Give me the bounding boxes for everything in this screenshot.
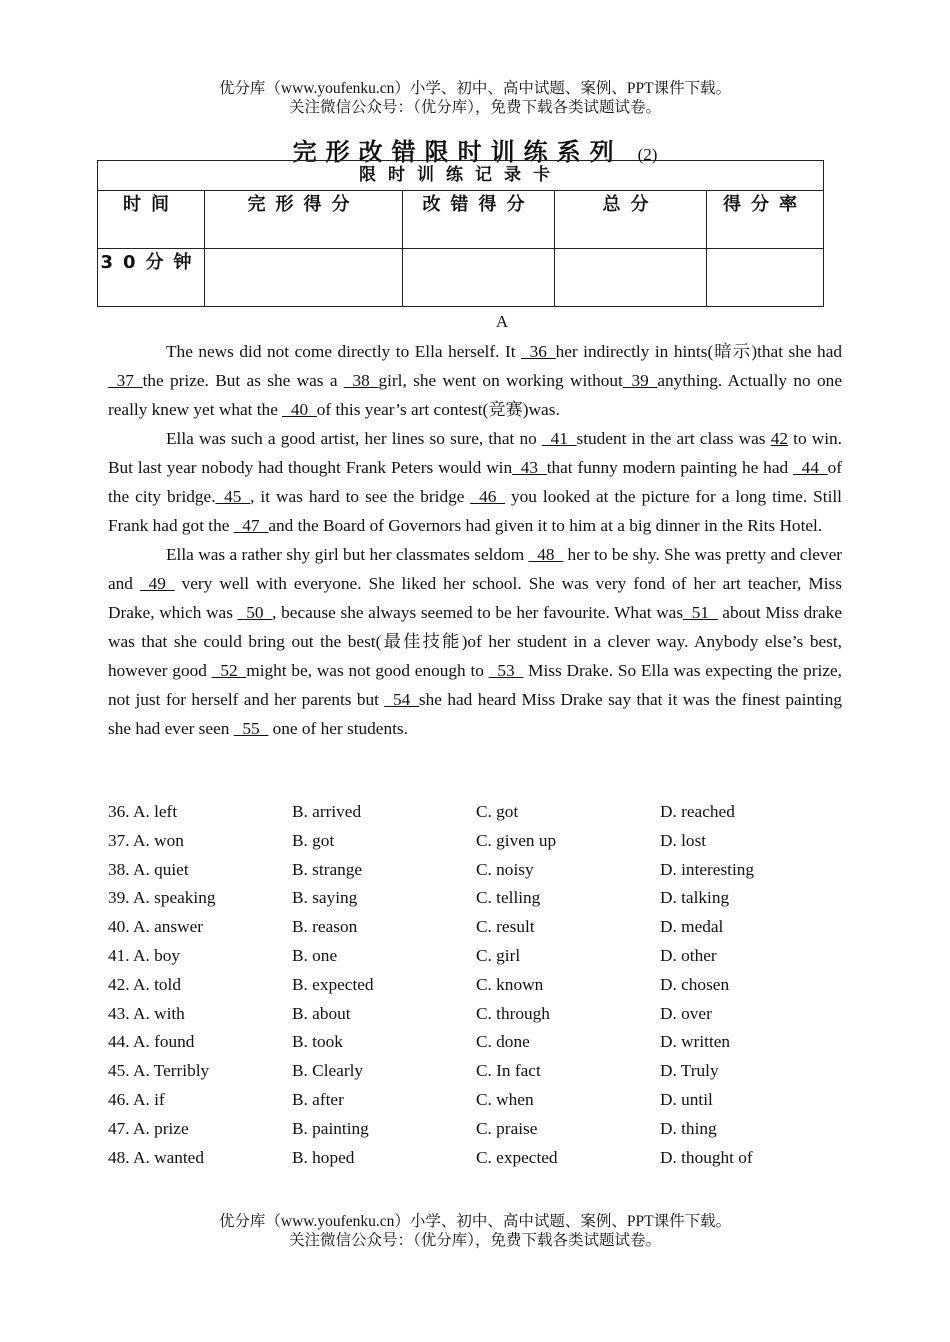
option-row — [108, 1028, 848, 1057]
option-choice: B. strange — [292, 859, 363, 879]
answer-blank: _37_ — [108, 371, 143, 390]
paragraph-3 — [108, 540, 842, 743]
answer-blank: _51_ — [683, 603, 718, 622]
option-choice: C. telling — [476, 888, 541, 908]
title-number: (2) — [637, 145, 658, 164]
option-choice: B. painting — [292, 1118, 369, 1138]
header-total-score: 总分 — [555, 191, 707, 249]
option-choice: B. took — [292, 1032, 343, 1052]
passage-text: girl, she went on working without — [378, 371, 623, 390]
option-choice: D. chosen — [660, 974, 730, 994]
option-choice: 44. A. found — [108, 1032, 195, 1052]
option-choice: D. reached — [660, 802, 735, 821]
passage-text: the prize. But as she was a — [142, 371, 344, 390]
option-choice: 46. A. if — [108, 1089, 165, 1109]
option-choice: 47. A. prize — [108, 1118, 189, 1138]
option-choice: B. about — [292, 1003, 351, 1023]
passage-text: Ella was a rather shy girl but her classmates seldom — [166, 545, 529, 564]
option-choice: B. hoped — [292, 1147, 355, 1167]
answer-blank: _55_ — [233, 719, 269, 738]
option-row — [108, 1144, 848, 1173]
footer-line-2: 关注微信公众号：（优分库），免费下载各类试题试卷。 — [288, 1232, 661, 1249]
header-time: 时间 — [98, 191, 205, 249]
option-choice: B. one — [292, 945, 338, 965]
cell-correction-score — [403, 249, 555, 307]
passage-text: she had heard Miss Drake say that it was the finest painting she had ever seen — [108, 690, 842, 738]
option-choice: D. interesting — [660, 859, 755, 879]
answer-blank: _44_ — [793, 458, 828, 477]
answer-blank: _43_ — [512, 458, 547, 477]
option-row — [108, 913, 848, 942]
option-choice: 41. A. boy — [108, 945, 181, 965]
answer-blank: _52_ — [211, 661, 247, 680]
option-choice: B. saying — [292, 888, 358, 908]
paragraph-2 — [108, 424, 842, 540]
option-choice: B. after — [292, 1089, 344, 1109]
header-cloze-score: 完形得分 — [205, 191, 403, 249]
record-card-title: 限时训练记录卡 — [98, 161, 824, 191]
option-choice: 38. A. quiet — [108, 859, 189, 879]
option-choice: C. known — [476, 974, 544, 994]
passage-text: her to be shy. She was pretty and clever and — [108, 545, 842, 593]
option-choice: 37. A. won — [108, 830, 184, 850]
passage-text: of the city bridge. — [108, 458, 842, 506]
option-choice: B. reason — [292, 917, 358, 937]
cell-time: 30分钟 — [98, 249, 205, 307]
option-choice: B. expected — [292, 974, 374, 994]
paragraph-1 — [108, 337, 842, 424]
answer-options — [108, 798, 848, 1172]
option-choice: B. arrived — [292, 802, 362, 821]
page-header — [0, 79, 950, 117]
option-choice: D. written — [660, 1032, 731, 1052]
answer-blank: _40_ — [282, 400, 317, 419]
header-line-2: 关注微信公众号：（优分库），免费下载各类试题试卷。 — [288, 99, 661, 116]
passage-text: to win. But last year nobody had thought Frank Peters would win — [108, 429, 842, 477]
answer-blank: _54_ — [384, 690, 419, 709]
option-choice: C. done — [476, 1032, 530, 1052]
header-line-1: 优分库（www.youfenku.cn）小学、初中、高中试题、案例、PPT课件下载。 — [218, 80, 732, 97]
answer-blank: _45_ — [215, 487, 251, 506]
section-label: A — [495, 312, 509, 331]
option-row — [108, 942, 848, 971]
answer-blank: _49_ — [140, 574, 175, 593]
option-choice: C. praise — [476, 1118, 538, 1138]
option-choice: D. thing — [660, 1118, 717, 1138]
page-footer — [0, 1212, 950, 1250]
option-choice: 43. A. with — [108, 1003, 185, 1023]
option-choice: B. Clearly — [292, 1061, 364, 1081]
passage-text: you looked at the picture for a long time. Still Frank had got the — [108, 487, 842, 535]
passage-text: Ella was such a good artist, her lines so sure, that no — [166, 429, 542, 448]
passage-text: The news did not come directly to Ella herself. It — [166, 342, 522, 361]
passage-text: anything. Actually no one really knew yet what the — [108, 371, 842, 419]
option-choice: D. Truly — [660, 1061, 719, 1081]
option-choice: 39. A. speaking — [108, 888, 216, 908]
option-choice: C. girl — [476, 945, 521, 965]
option-choice: C. expected — [476, 1147, 558, 1167]
option-row — [108, 1057, 848, 1086]
option-row — [108, 827, 848, 856]
passage-text: her indirectly in hints(暗示)that she had — [555, 342, 842, 361]
option-choice: D. talking — [660, 888, 730, 908]
cell-cloze-score — [205, 249, 403, 307]
option-row — [108, 1086, 848, 1115]
option-choice: C. through — [476, 1003, 550, 1023]
option-choice: C. result — [476, 917, 535, 937]
answer-blank: _36_ — [521, 342, 556, 361]
option-choice: B. got — [292, 830, 335, 850]
passage-text: and the Board of Governors had given it to him at a big dinner in the Rits Hotel. — [268, 516, 823, 535]
option-choice: D. medal — [660, 917, 724, 937]
option-choice: D. other — [660, 945, 717, 965]
option-row — [108, 798, 848, 827]
option-choice: D. until — [660, 1089, 713, 1109]
option-choice: C. In fact — [476, 1061, 541, 1081]
answer-blank: _41_ — [541, 429, 577, 448]
passage-text: , it was hard to see the bridge — [250, 487, 471, 506]
cell-score-rate — [707, 249, 824, 307]
answer-blank: 42 — [770, 429, 788, 448]
option-choice: C. got — [476, 802, 519, 821]
passage-text: of this year’s art contest(竞赛)was. — [316, 400, 560, 419]
cloze-passage — [108, 337, 842, 743]
passage-text: one of her students. — [268, 719, 408, 738]
option-choice: 45. A. Terribly — [108, 1061, 210, 1081]
option-row — [108, 856, 848, 885]
passage-text: , because she always seemed to be her favourite. What was — [272, 603, 684, 622]
answer-blank: _47_ — [233, 516, 269, 535]
option-choice: D. thought of — [660, 1147, 753, 1167]
answer-blank: _53_ — [488, 661, 524, 680]
option-choice: 40. A. answer — [108, 917, 204, 937]
option-choice: 36. A. left — [108, 802, 178, 821]
answer-blank: _39_ — [622, 371, 658, 390]
option-row — [108, 971, 848, 1000]
option-row — [108, 1000, 848, 1029]
passage-text: that funny modern painting he had — [546, 458, 794, 477]
title-main: 完形改错限时训练系列 — [292, 140, 623, 166]
option-choice: 48. A. wanted — [108, 1147, 204, 1167]
answer-blank: _38_ — [343, 371, 379, 390]
passage-text: Miss Drake. So Ella was expecting the prize, not just for herself and her parents but — [108, 661, 842, 709]
answer-blank: _48_ — [528, 545, 564, 564]
option-row — [108, 884, 848, 913]
option-choice: C. noisy — [476, 859, 534, 879]
option-choice: D. lost — [660, 830, 707, 850]
option-choice: 42. A. told — [108, 974, 181, 994]
cell-total-score — [555, 249, 707, 307]
record-card — [97, 160, 824, 307]
header-correction-score: 改错得分 — [403, 191, 555, 249]
passage-text: might be, was not good enough to — [246, 661, 489, 680]
passage-text: student in the art class was — [576, 429, 771, 448]
passage-text: about Miss drake was that she could bring out the best(最佳技能)of her student in a clever way. Anybody else’s best, however good — [108, 603, 842, 680]
footer-line-1: 优分库（www.youfenku.cn）小学、初中、高中试题、案例、PPT课件下载。 — [218, 1213, 732, 1230]
answer-blank: _46_ — [470, 487, 505, 506]
option-row — [108, 1115, 848, 1144]
answer-blank: _50_ — [237, 603, 273, 622]
option-choice: C. given up — [476, 830, 557, 850]
passage-text: very well with everyone. She liked her school. She was very fond of her art teacher, Miss Drake, which was — [108, 574, 842, 622]
option-choice: D. over — [660, 1003, 712, 1023]
header-score-rate: 得分率 — [707, 191, 824, 249]
option-choice: C. when — [476, 1089, 534, 1109]
